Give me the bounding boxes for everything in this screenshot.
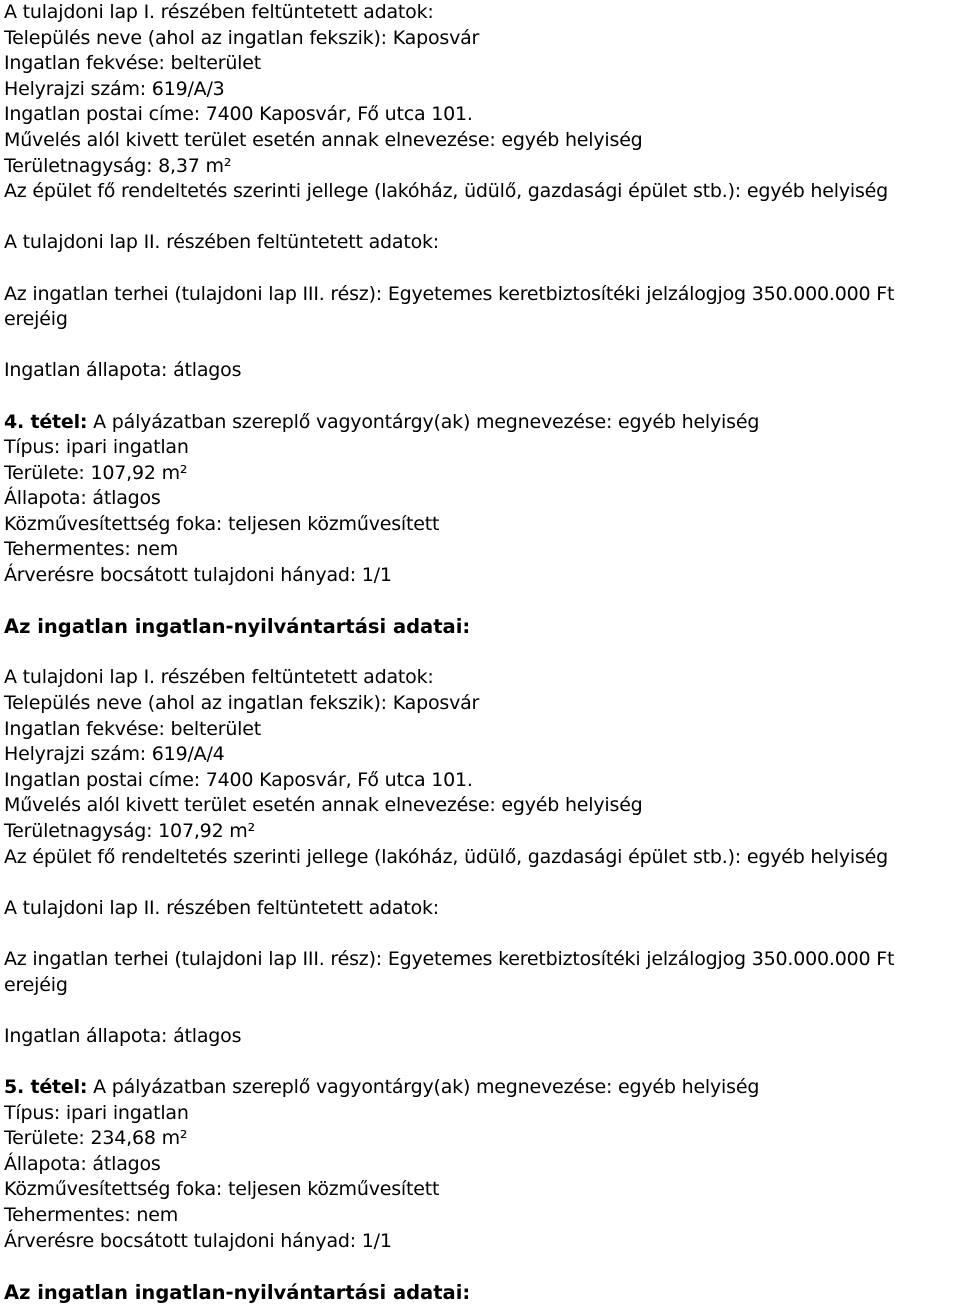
hanyad-line: Árverésre bocsátott tulajdoni hányad: 1/1 <box>4 564 392 587</box>
spacer <box>4 870 958 896</box>
postai-cim-line: Ingatlan postai címe: 7400 Kaposvár, Fő utca 101. <box>4 103 473 126</box>
document-page <box>4 0 958 1305</box>
allapot-line: Ingatlan állapota: átlagos <box>4 359 242 382</box>
epulet-jelleg-line: Az épület fő rendeltetés szerinti jellege (lakóház, üdülő, gazdasági épület stb.): egyéb helyiség <box>4 845 889 868</box>
tehermentes-line: Tehermentes: nem <box>4 538 179 561</box>
terhek-line-cont: erejéig <box>4 973 68 996</box>
lap2-header: A tulajdoni lap II. részében feltüntetett adatok: <box>4 896 439 919</box>
kozmu-line: Közművesítettség foka: teljesen közművesített <box>4 1178 440 1201</box>
spacer <box>4 256 958 282</box>
nyilvantartas-heading: Az ingatlan ingatlan-nyilvántartási adatai: <box>4 615 471 639</box>
spacer <box>4 921 958 947</box>
spacer <box>4 384 958 410</box>
allapota-line: Állapota: átlagos <box>4 1152 161 1175</box>
item-number-label: 4. tétel: <box>4 410 88 433</box>
kozmu-line: Közművesítettség foka: teljesen közművesített <box>4 512 440 535</box>
fekves-line: Ingatlan fekvése: belterület <box>4 52 261 75</box>
telepules-line: Település neve (ahol az ingatlan fekszik): Kaposvár <box>4 26 480 49</box>
nyilvantartas-heading: Az ingatlan ingatlan-nyilvántartási adatai: <box>4 1280 471 1304</box>
fekves-line: Ingatlan fekvése: belterület <box>4 717 261 740</box>
spacer <box>4 1049 958 1075</box>
lap1-header: A tulajdoni lap I. részében feltüntetett adatok: <box>4 1 434 23</box>
spacer <box>4 589 958 615</box>
tipus-line: Típus: ipari ingatlan <box>4 1101 189 1124</box>
muveles-line: Művelés alól kivett terület esetén annak elnevezése: egyéb helyiség <box>4 128 643 151</box>
allapota-line: Állapota: átlagos <box>4 487 161 510</box>
terhek-line: Az ingatlan terhei (tulajdoni lap III. rész): Egyetemes keretbiztosítéki jelzálogjog 350.000.000 Ft <box>4 947 895 970</box>
lap2-header: A tulajdoni lap II. részében feltüntetett adatok: <box>4 231 439 254</box>
spacer <box>4 205 958 231</box>
telepules-line: Település neve (ahol az ingatlan fekszik): Kaposvár <box>4 692 480 715</box>
item-number-label: 5. tétel: <box>4 1075 88 1098</box>
terhek-line-cont: erejéig <box>4 308 68 331</box>
terulete-line: Területe: 107,92 m² <box>4 461 188 484</box>
spacer <box>4 1254 958 1280</box>
spacer <box>4 333 958 359</box>
tehermentes-line: Tehermentes: nem <box>4 1203 179 1226</box>
helyrajzi-line: Helyrajzi szám: 619/A/3 <box>4 77 225 100</box>
muveles-line: Művelés alól kivett terület esetén annak elnevezése: egyéb helyiség <box>4 794 643 817</box>
hanyad-line: Árverésre bocsátott tulajdoni hányad: 1/1 <box>4 1229 392 1252</box>
terhek-line: Az ingatlan terhei (tulajdoni lap III. rész): Egyetemes keretbiztosítéki jelzálogjog 350.000.000 Ft <box>4 282 895 305</box>
lap1-header: A tulajdoni lap I. részében feltüntetett adatok: <box>4 666 434 689</box>
epulet-jelleg-line: Az épület fő rendeltetés szerinti jellege (lakóház, üdülő, gazdasági épület stb.): egyéb helyiség <box>4 180 889 203</box>
item-title: A pályázatban szereplő vagyontárgy(ak) megnevezése: egyéb helyiség <box>87 410 760 433</box>
helyrajzi-line: Helyrajzi szám: 619/A/4 <box>4 743 225 766</box>
item-title-line <box>4 410 958 436</box>
spacer <box>4 640 958 666</box>
tipus-line: Típus: ipari ingatlan <box>4 436 189 459</box>
allapot-line: Ingatlan állapota: átlagos <box>4 1024 242 1047</box>
terulete-line: Területe: 234,68 m² <box>4 1127 188 1150</box>
postai-cim-line: Ingatlan postai címe: 7400 Kaposvár, Fő utca 101. <box>4 768 473 791</box>
teruletnagysag-line: Területnagyság: 8,37 m² <box>4 154 232 177</box>
teruletnagysag-line: Területnagyság: 107,92 m² <box>4 820 256 842</box>
item-title-line <box>4 1075 958 1101</box>
item-title: A pályázatban szereplő vagyontárgy(ak) megnevezése: egyéb helyiség <box>87 1075 760 1098</box>
spacer <box>4 998 958 1024</box>
